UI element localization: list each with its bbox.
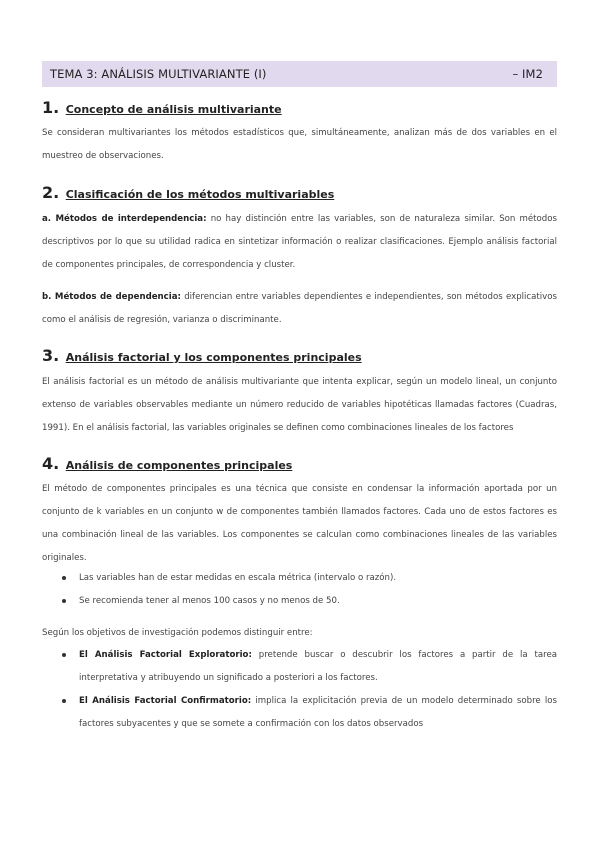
list-item: El Análisis Factorial Confirmatorio: implica la explicitación previa de un modelo determinado sobre los factores subyacentes y que se somete a confirmación con los datos observados <box>61 690 557 736</box>
list-item: Las variables han de estar medidas en escala métrica (intervalo o razón). <box>61 567 557 590</box>
header-title: TEMA 3: ANÁLISIS MULTIVARIANTE (I) <box>50 67 267 81</box>
section-4-intro: Según los objetivos de investigación podemos distinguir entre: <box>42 628 313 638</box>
item-a-text: no hay distinción entre las variables, son de naturaleza similar. Son métodos descriptivos por lo que su utilidad radica en sintetizar información o realizar clasificaciones. Ejemplo análisis factorial de componentes principales, de correspondencia y cluster. <box>42 214 557 270</box>
section-2-item-a <box>42 208 557 277</box>
section-2-item-b <box>42 286 557 332</box>
bullet-icon <box>62 699 66 703</box>
item-a-label: a. Métodos de interdependencia: <box>42 214 207 224</box>
section-4-number: 4. <box>42 454 60 473</box>
header-code: – IM2 <box>512 67 543 81</box>
section-4-heading <box>42 454 292 473</box>
item-b-label: b. Métodos de dependencia: <box>42 292 181 302</box>
analysis-types-list <box>61 644 557 736</box>
bullet-icon <box>62 576 66 580</box>
section-1-heading <box>42 98 282 117</box>
section-2-heading <box>42 183 334 202</box>
section-1-title: Concepto de análisis multivariante <box>65 103 282 116</box>
bullet-icon <box>62 653 66 657</box>
section-2-number: 2. <box>42 183 60 202</box>
section-1-text: Se consideran multivariantes los métodos estadísticos que, simultáneamente, analizan más de dos variables en el muestreo de observaciones. <box>42 128 557 161</box>
section-4-title: Análisis de componentes principales <box>65 459 293 472</box>
requirements-list <box>61 567 557 613</box>
section-2-title: Clasificación de los métodos multivariables <box>65 188 335 201</box>
section-4-text: El método de componentes principales es una técnica que consiste en condensar la información aportada por un conjunto de k variables en un conjunto w de componentes también llamados factores. Cada uno de estos factores es una combinación lineal de las variables. Los componentes se calculan como combinaciones lineales de las variables originales. <box>42 484 557 563</box>
item-b-text: diferencian entre variables dependientes e independientes, son métodos explicativos como el análisis de regresión, varianza o discriminante. <box>42 292 558 325</box>
section-3-number: 3. <box>42 346 60 365</box>
bullet-icon <box>62 599 66 603</box>
section-3-text: El análisis factorial es un método de análisis multivariante que intenta explicar, según un modelo lineal, un conjunto extenso de variables observables mediante un número reducido de variables hipotéticas llamadas factores (Cuadras, 1991). En el análisis factorial, las variables originales se definen como combinaciones lineales de los factores <box>42 377 557 433</box>
list-item: El Análisis Factorial Exploratorio: pretende buscar o descubrir los factores a partir de la tarea interpretativa y atribuyendo un significado a posteriori a los factores. <box>61 644 557 690</box>
section-1-number: 1. <box>42 98 60 117</box>
section-3-title: Análisis factorial y los componentes principales <box>65 351 362 364</box>
header-bar <box>42 61 557 87</box>
section-3-heading <box>42 346 362 365</box>
list-item: Se recomienda tener al menos 100 casos y no menos de 50. <box>61 590 557 613</box>
